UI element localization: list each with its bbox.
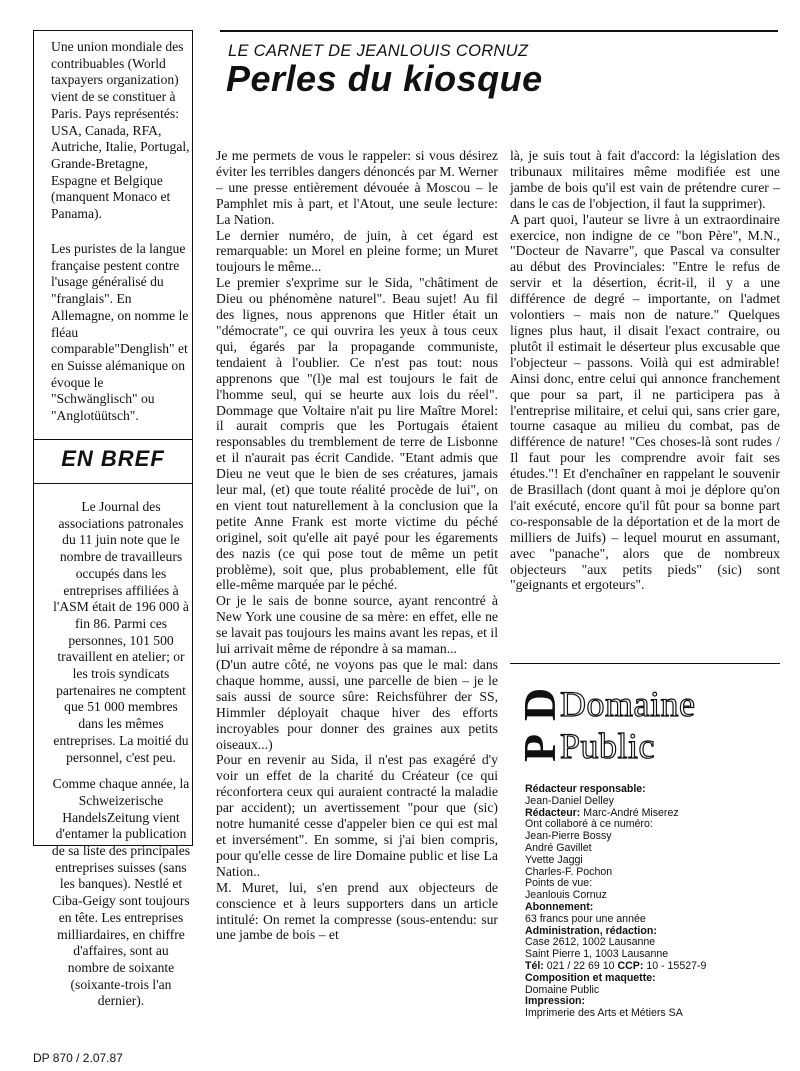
credit-value: André Gavillet: [525, 841, 592, 854]
logo-word: Domaine: [560, 684, 696, 724]
page-title: Perles du kiosque: [226, 58, 543, 99]
dp-monogram: [514, 682, 565, 770]
article-paragraph: A part quoi, l'auteur se livre à un extraordinaire exercice, non indigne de ce "bon Père", M.N., "Docteur de Navarre", que Pascal va consulter au début des Provinciales: "Entre le refus de servir et la désertion, écrit-il, il y a une différence de degré – importante, on l'admet volontiers – mais non de nature." Quelques lignes plus haut, il disait l'exact contraire, ou plutôt il estimait le déserteur plus excusable que l'objecteur – passons. Voilà qui est admirable! Ainsi donc, entre celui qui annonce franchement que pour sa part, il ne participera pas à l'entreprise militaire, et celui qui, sans crier gare, tourne casaque au milieu du combat, pas de différence de nature! "Ces choses-là sont rudes / Il faut pour les comprendre avoir fait ses études."! Et d'enchaîner en rappelant le souvenir de Brasillach (dont quant à moi je déplore qu'on l'ait exécuté, encore qu'il fût pour sa bonne part co-responsable de la déportation et de la mort de milliers de Juifs) – lequel mourut en assumant, avec "panache", alors que de nombreux objecteurs "aux petits pieds" (sic) sont "geignants et ergoteurs".: [510, 211, 780, 593]
credit-value: Jeanlouis Cornuz: [525, 889, 607, 902]
sidebar-en-bref-items: [51, 499, 191, 1020]
article-column-1: [216, 148, 498, 943]
article-paragraph: Or je le sais de bonne source, ayant rencontré à New York une cousine de sa mère: en effet, elle ne se lavait pas toujours les mains avant les repas, et il lui arrivait même de répondre à sa maman...: [216, 593, 498, 657]
credit-label: CCP:: [617, 959, 644, 972]
credit-value: 021 / 22 69 10: [543, 959, 618, 972]
sidebar-paragraph: Le Journal des associations patronales du 11 juin note que le nombre de travailleurs occupés dans les entreprises affiliées à l'ASM était de 196 000 à fin 86. Parmi ces personnes, 101 500 travaillent en atelier; or les trois syndicats partenaires ne comptent que 51 000 membres dans les mêmes entreprises. La moitié du personnel, c'est peu.: [53, 499, 189, 765]
credit-label: Tél:: [525, 959, 544, 972]
en-bref-heading: EN BREF: [61, 446, 165, 471]
credit-value: 10 - 15527-9: [643, 959, 707, 972]
credit-label: Impression:: [525, 995, 586, 1008]
article-paragraph: là, je suis tout à fait d'accord: la législation des tribunaux militaires même modifiée est une jambe de bois qu'il est vain de prétendre curer – dans le cas de l'objection, il faut la supprimer).: [510, 148, 780, 211]
credit-value: Case 2612, 1002 Lausanne: [525, 936, 656, 949]
credit-label: Rédacteur:: [525, 806, 581, 819]
credit-value: Domaine Public: [525, 983, 600, 996]
credit-label: Abonnement:: [525, 900, 594, 913]
credit-label: Rédacteur responsable:: [525, 783, 646, 795]
credit-value: Points de vue:: [525, 877, 593, 890]
credit-label: Administration, rédaction:: [525, 924, 657, 937]
article-paragraph: Je me permets de vous le rappeler: si vous désirez éviter les terribles dangers dénoncés par M. Werner – une presse entièrement dévouée à Moscou – le Pamphlet mis à part, et l'Atout, une seule lecture: La Nation.: [216, 148, 498, 227]
credit-value: Ont collaboré à ce numéro:: [525, 818, 653, 831]
article-paragraph: Le premier s'exprime sur le Sida, "châtiment de Dieu ou phénomène naturel". Beau sujet! Au fil des lignes, nous apprenons que Hitler était un "démocrate", ce qui ouvrira les yeux à tous ceux qui, égarés par la propagande communiste, tendaient à l'oublier. Ce n'est pas tout: nous apprenons que "(l)e mal est toujours le fait de l'homme seul, qui se heurte aux lois du réel". Dommage que Voltaire n'ait pu lire Maître Morel: il aurait compris que les Portugais étaient responsables du tremblement de terre de Lisbonne et il n'aurait pas écrit Candide. "Etant admis que Dieu ne veut que le bien de ses créatures, jamais leur mal, (et) que toute réalité procède de lui", on en vient tout naturellement à la conclusion que la petite Anne Frank est morte victime du péché originel, soit qu'elle ait payé pour les égarements des nazis (ce qui pose tout de même un petit problème), soit que, plus probablement, elle fût elle-même marquée par le péché.: [216, 275, 498, 593]
credit-value: Jean-Daniel Delley: [525, 794, 614, 807]
logo-letter: D: [514, 687, 565, 721]
credit-value: 63 francs pour une année: [525, 912, 646, 925]
divider: [34, 483, 192, 484]
column-kicker: LE CARNET DE JEANLOUIS CORNUZ: [228, 42, 529, 60]
header-rule: [220, 30, 778, 32]
domaine-public-logo: [514, 682, 770, 770]
logo-word: Public: [560, 726, 656, 766]
credit-value: Charles-F. Pochon: [525, 865, 613, 878]
article-paragraph: M. Muret, lui, s'en prend aux objecteurs de conscience et à leurs supporters dans un article intitulé: On remet la compresse (sous-entendu: sur une jambe de bois – et: [216, 879, 498, 943]
article-paragraph: (D'un autre côté, ne voyons pas que le mal: dans chaque homme, aussi, une parcelle de bien – je le sais aussi de source sûre: Reichsführer der SS, Himmler déployait chaque hiver des efforts incroyables pour donner des graines aux petits oiseaux...): [216, 657, 498, 752]
credit-value: Imprimerie des Arts et Métiers SA: [525, 1007, 683, 1020]
logo-letter: P: [514, 733, 565, 763]
article-paragraph: Le dernier numéro, de juin, à cet égard est remarquable: un Morel en pleine forme; un Muret toujours le même...: [216, 227, 498, 275]
credits-list: [525, 784, 775, 1020]
sidebar-taxpayers-note: [51, 39, 191, 233]
credit-value: Yvette Jaggi: [525, 853, 583, 866]
article-paragraph: Pour en revenir au Sida, il n'est pas exagéré d'y voir un effet de la charité du Créateur (ce qui réconfortera ceux qui auraient contracté la maladie par accident); un avertissement "pour que (sic) notre humanité cesse d'appeler bien ce qui est mal et inversément". En somme, si j'ai bien compris, pour qu'elle cesse de lire Domaine public et lise La Nation..: [216, 752, 498, 879]
masthead-box: [510, 663, 780, 1064]
sidebar-paragraph: Les puristes de la langue française pestent contre l'usage généralisé du "franglais". En Allemagne, on nomme le fléau comparable"Denglish" et en Suisse alémanique on évoque le "Schwänglisch" ou "Anglotüütsch".: [51, 241, 189, 424]
issue-footer: DP 870 / 2.07.87: [33, 1051, 123, 1065]
credit-line: [525, 1008, 775, 1020]
article-column-2: [510, 148, 780, 593]
sidebar-franglais-note: [51, 241, 191, 435]
sidebar-paragraph: Comme chaque année, la Schweizerische HandelsZeitung vient d'entamer la publication de sa liste des principales entreprises suisses (sans les banques). Nestlé et Ciba-Geigy sont toujours en tête. Les entreprises milliardaires, en chiffre d'affaires, sont au nombre de soixante (soixante-trois l'an dernier).: [51, 776, 191, 1009]
credit-value: Marc-André Miserez: [580, 806, 679, 819]
sidebar-news-box: [33, 30, 193, 1009]
sidebar-paragraph: Une union mondiale des contribuables (World taxpayers organization) vient de se constituer à Paris. Pays représentés: USA, Canada, RFA, Autriche, Italie, Portugal, Grande-Bretagne, Espagne et Belgique (manquent Monaco et Panama).: [51, 39, 190, 222]
credit-value: Jean-Pierre Bossy: [525, 830, 612, 843]
credit-value: Saint Pierre 1, 1003 Lausanne: [525, 948, 669, 961]
credit-label: Composition et maquette:: [525, 971, 656, 984]
